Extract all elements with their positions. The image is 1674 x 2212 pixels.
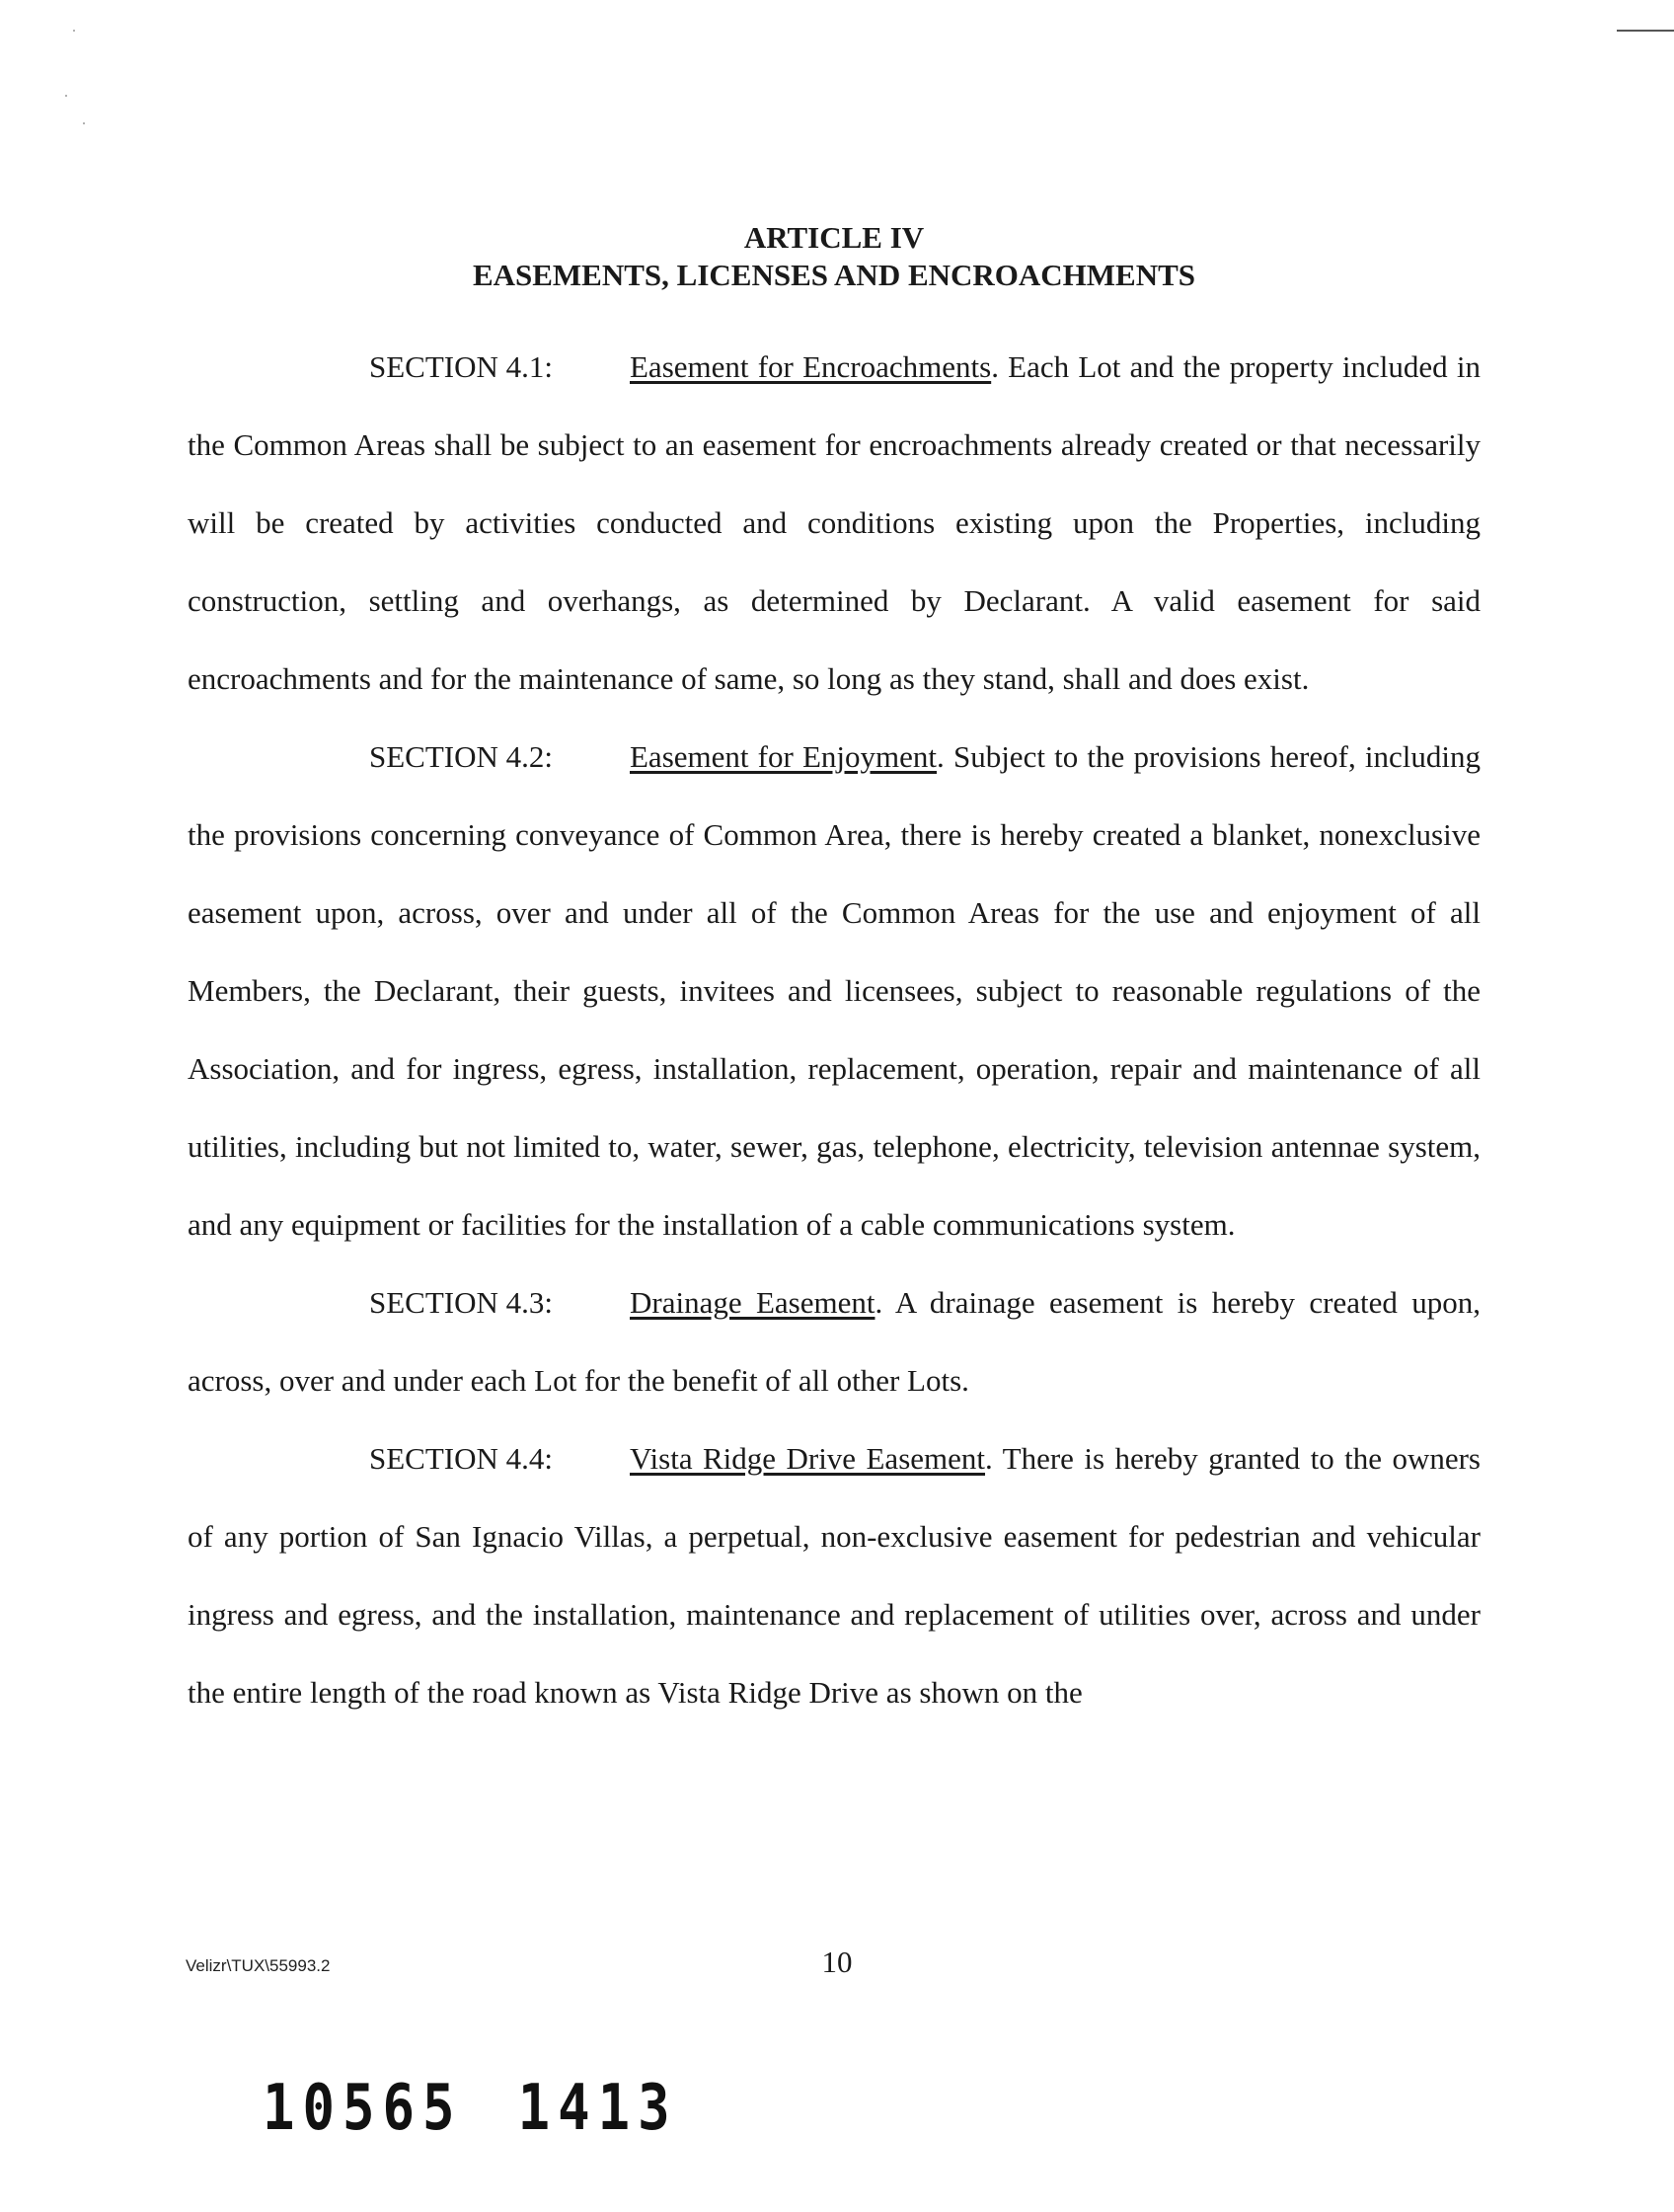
- section-paragraph: [188, 328, 1481, 718]
- section-number: SECTION 4.4:: [369, 1441, 553, 1476]
- article-number: ARTICLE IV: [743, 220, 925, 255]
- section-heading: Vista Ridge Drive Easement: [630, 1441, 986, 1476]
- section-text: . A drainage easement is hereby created upon, across, over and under each Lot for the benefit of all other Lots.: [188, 1285, 1481, 1398]
- section-heading: Easement for Enjoyment: [630, 739, 938, 774]
- section-paragraph: [188, 718, 1481, 1263]
- section-paragraph: [188, 1263, 1481, 1419]
- section-number: SECTION 4.3:: [369, 1285, 553, 1320]
- article-header: [188, 219, 1481, 294]
- scan-edge-mark: [1617, 30, 1674, 32]
- recording-page: 1413: [517, 2071, 678, 2145]
- recording-stamp: [263, 2071, 678, 2144]
- recording-volume: 10565: [263, 2071, 463, 2145]
- scan-speck: [65, 95, 67, 97]
- section-text: . There is hereby granted to the owners of any portion of San Ignacio Villas, a perpetual, non-exclusive easement for pedestrian and vehicular ingress and egress, and the installation, maintenance and replacement of utilities over, across and under the entire length of the road known as Vista Ridge Drive as shown on the: [188, 1441, 1481, 1710]
- section-number: SECTION 4.2:: [369, 739, 553, 774]
- section-number: SECTION 4.1:: [369, 349, 553, 384]
- page-number: 10: [821, 1945, 853, 1979]
- article-title: EASEMENTS, LICENSES AND ENCROACHMENTS: [472, 258, 1196, 292]
- section-heading: Easement for Encroachments: [630, 349, 992, 384]
- section-paragraph: [188, 1419, 1481, 1731]
- scan-speck: [73, 30, 75, 32]
- document-id: Velizr\TUX\55993.2: [186, 1956, 331, 1975]
- scan-speck: [83, 122, 85, 124]
- section-text: . Subject to the provisions hereof, including the provisions concerning conveyance of Common Area, there is hereby created a blanket, nonexclusive easement upon, across, over and under all of the Common Areas for the use and enjoyment of all Members, the Declarant, their guests, invitees and licensees, subject to reasonable regulations of the Association, and for ingress, egress, installation, replacement, operation, repair and maintenance of all utilities, including but not limited to, water, sewer, gas, telephone, electricity, television antennae system, and any equipment or facilities for the installation of a cable communications system.: [188, 739, 1481, 1242]
- article-body: [188, 328, 1481, 1731]
- section-text: . Each Lot and the property included in the Common Areas shall be subject to an easement for encroachments already created or that necessarily will be created by activities conducted and conditions existing upon the Properties, including construction, settling and overhangs, as determined by Declarant. A valid easement for said encroachments and for the maintenance of same, so long as they stand, shall and does exist.: [188, 349, 1481, 696]
- section-heading: Drainage Easement: [630, 1285, 875, 1320]
